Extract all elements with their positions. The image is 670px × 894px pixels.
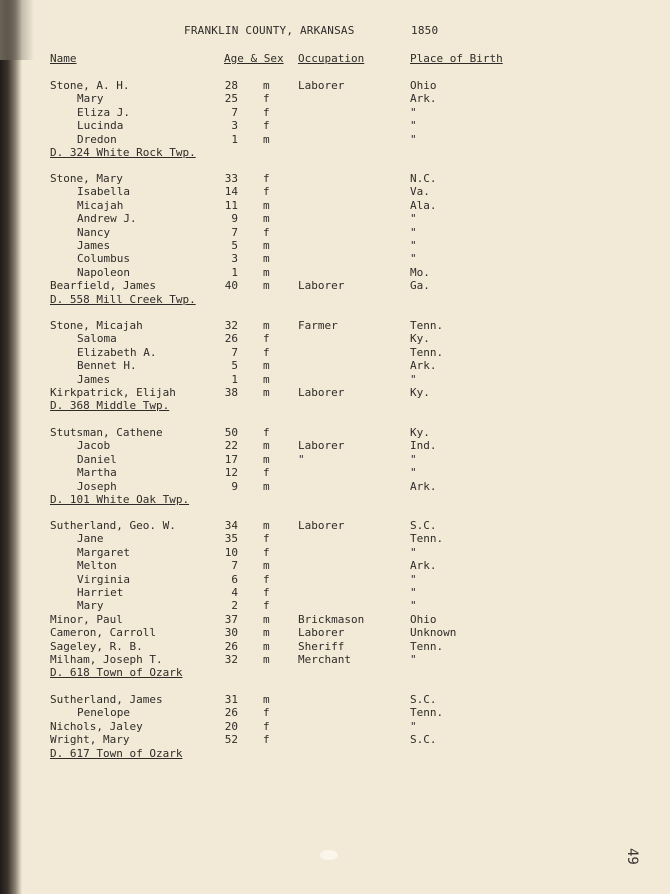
column-header-age-sex: Age & Sex	[224, 52, 284, 65]
person-name: Margaret	[77, 545, 130, 559]
person-birthplace: Tenn.	[410, 706, 444, 720]
column-headers	[0, 52, 670, 68]
person-name: Stutsman, Cathene	[50, 426, 163, 439]
person-birthplace: Mo.	[410, 265, 430, 279]
person-birthplace: Ark.	[410, 359, 437, 373]
person-sex: m	[263, 612, 270, 626]
person-name: Bearfield, James	[50, 279, 156, 293]
census-row	[0, 532, 670, 545]
person-age: 31	[224, 693, 238, 706]
person-age: 1	[231, 372, 238, 386]
person-name: Nichols, Jaley	[50, 719, 143, 733]
person-occupation: Laborer	[298, 279, 345, 293]
person-birthplace: Ark.	[410, 479, 437, 493]
person-sex: m	[263, 452, 270, 466]
census-row	[0, 106, 670, 119]
census-row	[0, 599, 670, 612]
dwelling-row	[0, 666, 670, 679]
person-occupation: Laborer	[298, 626, 345, 640]
person-name: Penelope	[77, 706, 130, 720]
person-sex: m	[263, 265, 270, 279]
dwelling-reference: D. 324 White Rock Twp.	[50, 146, 196, 159]
person-age: 14	[224, 185, 238, 199]
person-birthplace: "	[410, 239, 417, 252]
person-birthplace: "	[410, 572, 417, 586]
person-age: 50	[224, 426, 238, 439]
person-age: 12	[224, 466, 238, 480]
person-age: 6	[231, 572, 238, 586]
person-sex: f	[263, 599, 270, 613]
census-row	[0, 546, 670, 559]
person-birthplace: Ky.	[410, 426, 430, 439]
person-age: 2	[231, 599, 238, 613]
person-name: Napoleon	[77, 265, 130, 279]
person-age: 7	[231, 225, 238, 239]
person-occupation: Sheriff	[298, 639, 345, 653]
person-sex: f	[263, 466, 270, 480]
person-age: 17	[224, 452, 238, 466]
person-sex: m	[263, 198, 270, 212]
person-birthplace: Ala.	[410, 198, 437, 212]
person-name: Isabella	[77, 185, 130, 199]
person-birthplace: S.C.	[410, 519, 437, 532]
person-age: 11	[224, 198, 238, 212]
column-header-birthplace: Place of Birth	[410, 52, 503, 65]
person-name: Stone, A. H.	[50, 79, 130, 92]
person-birthplace: Ark.	[410, 92, 437, 106]
person-age: 9	[231, 479, 238, 493]
person-birthplace: Ky.	[410, 386, 430, 399]
person-birthplace: Ark.	[410, 559, 437, 573]
person-age: 25	[224, 92, 238, 106]
dwelling-reference: D. 368 Middle Twp.	[50, 399, 170, 413]
person-name: Sageley, R. B.	[50, 639, 143, 653]
person-sex: f	[263, 332, 270, 346]
person-occupation: Laborer	[298, 519, 345, 532]
census-row	[0, 426, 670, 439]
person-birthplace: Ky.	[410, 332, 430, 346]
person-sex: f	[263, 172, 270, 185]
person-name: Milham, Joseph T.	[50, 653, 163, 666]
dwelling-row	[0, 399, 670, 412]
person-sex: f	[263, 706, 270, 720]
person-birthplace: Ohio	[410, 612, 437, 626]
census-row	[0, 706, 670, 719]
person-occupation: Laborer	[298, 439, 345, 453]
person-age: 26	[224, 332, 238, 346]
person-name: Bennet H.	[77, 359, 137, 373]
person-age: 32	[224, 319, 238, 332]
person-name: Andrew J.	[77, 212, 137, 226]
person-sex: m	[263, 79, 270, 92]
census-row	[0, 185, 670, 198]
person-birthplace: "	[410, 466, 417, 480]
person-birthplace: S.C.	[410, 693, 437, 706]
column-header-occupation: Occupation	[298, 52, 365, 65]
person-sex: m	[263, 479, 270, 493]
census-row	[0, 586, 670, 599]
person-age: 52	[224, 733, 238, 747]
person-sex: m	[263, 386, 270, 399]
person-sex: f	[263, 92, 270, 106]
person-name: Columbus	[77, 252, 130, 266]
person-name: Stone, Mary	[50, 172, 123, 185]
census-row	[0, 453, 670, 466]
person-name: Wright, Mary	[50, 733, 130, 747]
person-age: 1	[231, 132, 238, 146]
person-birthplace: "	[410, 212, 417, 226]
person-age: 34	[224, 519, 238, 532]
census-row	[0, 653, 670, 666]
census-row	[0, 613, 670, 626]
census-row	[0, 466, 670, 479]
person-birthplace: Tenn.	[410, 345, 444, 359]
person-sex: m	[263, 279, 270, 293]
person-age: 4	[231, 586, 238, 599]
census-row	[0, 79, 670, 92]
person-name: Mary	[77, 599, 104, 613]
person-name: Sutherland, James	[50, 693, 163, 706]
person-occupation: Brickmason	[298, 612, 365, 626]
person-age: 5	[231, 239, 238, 252]
person-birthplace: "	[410, 225, 417, 239]
person-name: Nancy	[77, 225, 111, 239]
census-row	[0, 226, 670, 239]
census-row	[0, 279, 670, 292]
person-name: Saloma	[77, 332, 117, 346]
person-name: James	[77, 372, 111, 386]
person-name: Joseph	[77, 479, 117, 493]
dwelling-reference: D. 101 White Oak Twp.	[50, 493, 190, 506]
person-birthplace: Ohio	[410, 79, 437, 92]
census-row	[0, 266, 670, 279]
person-age: 40	[224, 279, 238, 293]
person-sex: m	[263, 693, 270, 706]
census-row	[0, 119, 670, 132]
person-name: Harriet	[77, 586, 124, 599]
person-birthplace: "	[410, 372, 417, 386]
person-name: Eliza J.	[77, 105, 130, 119]
person-sex: f	[263, 119, 270, 133]
person-age: 38	[224, 386, 238, 399]
person-name: Dredon	[77, 132, 117, 146]
person-sex: f	[263, 345, 270, 359]
person-birthplace: Unknown	[410, 626, 457, 640]
dwelling-row	[0, 293, 670, 306]
person-age: 1	[231, 265, 238, 279]
person-sex: f	[263, 719, 270, 733]
person-birthplace: "	[410, 452, 417, 466]
person-sex: f	[263, 733, 270, 747]
person-sex: m	[263, 439, 270, 453]
column-header-name: Name	[50, 52, 77, 65]
person-sex: f	[263, 572, 270, 586]
person-age: 20	[224, 719, 238, 733]
person-sex: m	[263, 626, 270, 640]
person-age: 3	[231, 252, 238, 266]
person-birthplace: "	[410, 132, 417, 146]
person-birthplace: S.C.	[410, 733, 437, 747]
person-name: James	[77, 239, 111, 252]
census-row	[0, 199, 670, 212]
person-age: 32	[224, 653, 238, 666]
person-name: Kirkpatrick, Elijah	[50, 386, 176, 399]
person-birthplace: Va.	[410, 185, 430, 199]
census-row	[0, 319, 670, 332]
person-name: Micajah	[77, 198, 124, 212]
person-occupation: Laborer	[298, 79, 345, 92]
census-row	[0, 640, 670, 653]
census-row	[0, 559, 670, 572]
person-sex: f	[263, 532, 270, 546]
census-row	[0, 252, 670, 265]
census-row	[0, 519, 670, 532]
person-birthplace: "	[410, 545, 417, 559]
person-name: Minor, Paul	[50, 612, 123, 626]
person-name: Jacob	[77, 439, 111, 453]
census-row	[0, 373, 670, 386]
person-occupation: Laborer	[298, 386, 345, 399]
person-birthplace: "	[410, 719, 417, 733]
person-name: Virginia	[77, 572, 130, 586]
person-age: 9	[231, 212, 238, 226]
person-birthplace: "	[410, 653, 417, 666]
census-row	[0, 346, 670, 359]
census-row	[0, 386, 670, 399]
person-sex: m	[263, 639, 270, 653]
dwelling-row	[0, 146, 670, 159]
person-sex: m	[263, 252, 270, 266]
person-name: Daniel	[77, 452, 117, 466]
person-sex: m	[263, 519, 270, 532]
person-age: 33	[224, 172, 238, 185]
person-name: Martha	[77, 466, 117, 480]
person-birthplace: "	[410, 599, 417, 613]
census-row	[0, 212, 670, 225]
person-occupation: "	[298, 452, 305, 466]
census-row	[0, 573, 670, 586]
person-birthplace: Tenn.	[410, 532, 444, 546]
census-year: 1850	[411, 24, 439, 37]
person-sex: f	[263, 105, 270, 119]
person-sex: m	[263, 653, 270, 666]
person-sex: f	[263, 185, 270, 199]
dwelling-reference: D. 617 Town of Ozark	[50, 746, 183, 760]
page-title: FRANKLIN COUNTY, ARKANSAS	[184, 24, 355, 37]
person-occupation: Merchant	[298, 653, 351, 666]
dwelling-row	[0, 747, 670, 760]
person-age: 30	[224, 626, 238, 640]
person-age: 7	[231, 345, 238, 359]
dwelling-reference: D. 558 Mill Creek Twp.	[50, 292, 196, 306]
page-number: 49	[624, 848, 640, 865]
person-sex: m	[263, 372, 270, 386]
census-row	[0, 359, 670, 372]
census-row	[0, 693, 670, 706]
person-name: Mary	[77, 92, 104, 106]
person-age: 35	[224, 532, 238, 546]
person-birthplace: "	[410, 105, 417, 119]
person-name: Stone, Micajah	[50, 319, 143, 332]
person-age: 26	[224, 706, 238, 720]
person-age: 3	[231, 119, 238, 133]
person-age: 7	[231, 559, 238, 573]
person-age: 10	[224, 545, 238, 559]
person-sex: m	[263, 559, 270, 573]
person-sex: m	[263, 132, 270, 146]
person-sex: f	[263, 225, 270, 239]
dwelling-row	[0, 493, 670, 506]
census-row	[0, 720, 670, 733]
census-row	[0, 626, 670, 639]
person-birthplace: N.C.	[410, 172, 437, 185]
person-birthplace: Tenn.	[410, 639, 444, 653]
person-name: Lucinda	[77, 119, 124, 133]
person-name: Sutherland, Geo. W.	[50, 519, 176, 532]
person-birthplace: Ga.	[410, 279, 430, 293]
census-row	[0, 92, 670, 105]
person-sex: m	[263, 212, 270, 226]
paper-blemish	[320, 850, 338, 860]
person-name: Jane	[77, 532, 104, 546]
person-birthplace: "	[410, 586, 417, 599]
person-birthplace: Ind.	[410, 439, 437, 453]
census-row	[0, 133, 670, 146]
census-row	[0, 239, 670, 252]
person-age: 26	[224, 639, 238, 653]
person-age: 22	[224, 439, 238, 453]
person-birthplace: "	[410, 252, 417, 266]
person-occupation: Farmer	[298, 319, 338, 332]
person-name: Cameron, Carroll	[50, 626, 156, 640]
person-sex: f	[263, 586, 270, 599]
person-age: 7	[231, 105, 238, 119]
page-header	[0, 24, 670, 40]
person-sex: m	[263, 239, 270, 252]
person-birthplace: Tenn.	[410, 319, 444, 332]
census-row	[0, 439, 670, 452]
dwelling-reference: D. 618 Town of Ozark	[50, 666, 183, 680]
person-sex: f	[263, 545, 270, 559]
census-row	[0, 480, 670, 493]
person-sex: f	[263, 426, 270, 439]
census-row	[0, 332, 670, 345]
person-age: 5	[231, 359, 238, 373]
person-birthplace: "	[410, 119, 417, 133]
person-age: 28	[224, 79, 238, 92]
person-name: Melton	[77, 559, 117, 573]
census-row	[0, 172, 670, 185]
person-name: Elizabeth A.	[77, 345, 157, 359]
census-row	[0, 733, 670, 746]
person-sex: m	[263, 319, 270, 332]
person-age: 37	[224, 612, 238, 626]
person-sex: m	[263, 359, 270, 373]
